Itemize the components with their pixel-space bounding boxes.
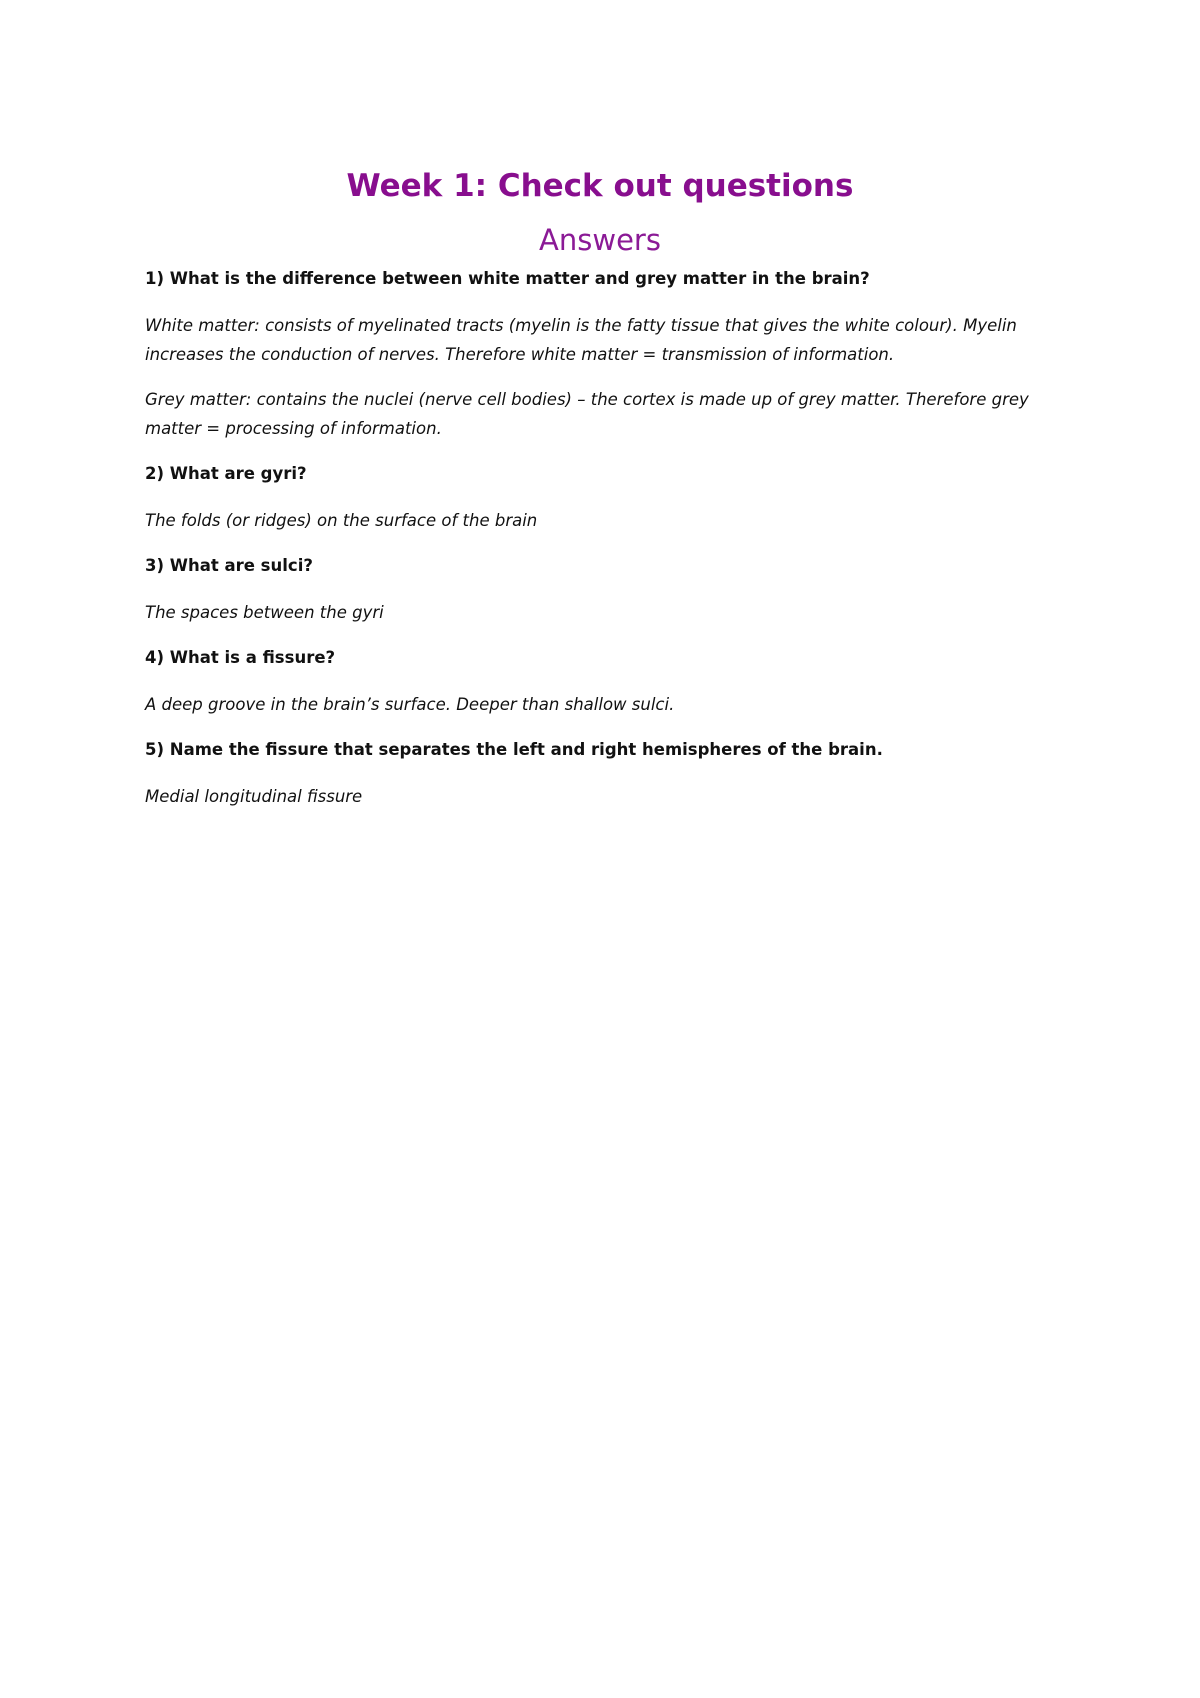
question-3: 3) What are sulci? <box>145 555 313 575</box>
answer-3: The spaces between the gyri <box>145 602 384 622</box>
question-4: 4) What is a fissure? <box>145 647 336 667</box>
answer-1-grey-matter: Grey matter: contains the nuclei (nerve cell bodies) – the cortex is made up of grey matter. Therefore grey matter = processing of information. <box>145 389 1029 438</box>
document-title: Week 1: Check out questions <box>346 168 854 204</box>
question-2: 2) What are gyri? <box>145 463 307 483</box>
question-1: 1) What is the difference between white matter and grey matter in the brain? <box>145 268 870 288</box>
document-subtitle: Answers <box>539 223 661 258</box>
question-5: 5) Name the fissure that separates the left and right hemispheres of the brain. <box>145 739 883 759</box>
qa-list <box>145 264 1065 811</box>
document-content <box>145 168 1065 827</box>
answer-1-white-matter: White matter: consists of myelinated tracts (myelin is the fatty tissue that gives the white colour). Myelin increases the conduction of nerves. Therefore white matter = transmission of information. <box>145 315 1017 364</box>
answer-2: The folds (or ridges) on the surface of the brain <box>145 510 538 530</box>
answer-4: A deep groove in the brain’s surface. Deeper than shallow sulci. <box>145 694 675 714</box>
answer-5: Medial longitudinal fissure <box>145 786 363 806</box>
